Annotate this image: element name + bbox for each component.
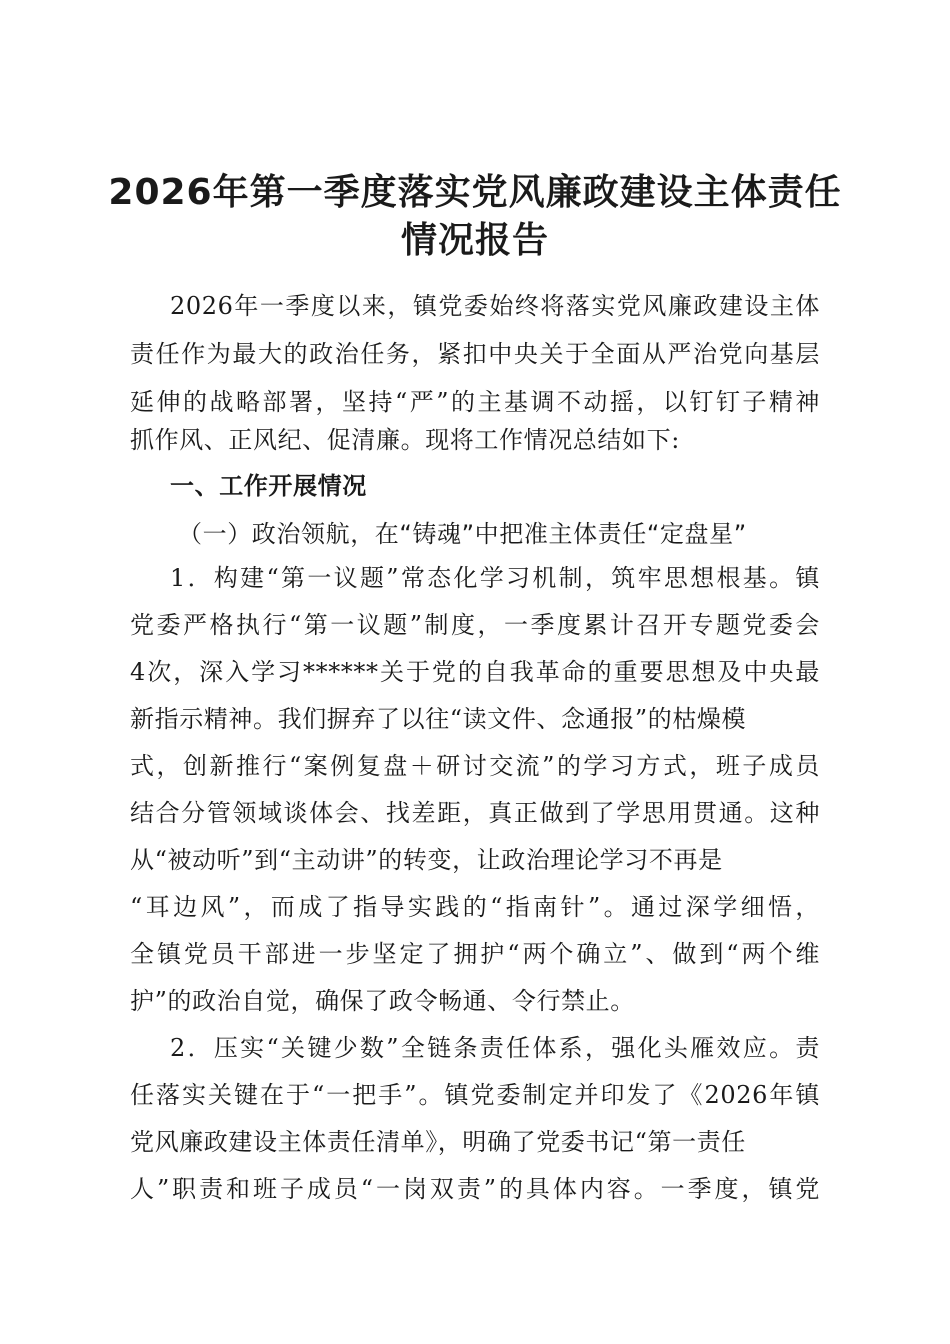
intro-paragraph-line: 责任作为最大的政治任务，紧扣中央关于全面从严治党向基层 (130, 340, 820, 368)
intro-paragraph-line: 抓作风、正风纪、促清廉。现将工作情况总结如下: (130, 426, 680, 454)
body-paragraph-line: 党委严格执行“第一议题”制度，一季度累计召开专题党委会 (130, 611, 820, 639)
body-paragraph-line: 2．压实“关键少数”全链条责任体系，强化头雁效应。责 (170, 1034, 820, 1062)
body-paragraph-line: 式，创新推行“案例复盘＋研讨交流”的学习方式，班子成员 (130, 752, 820, 780)
subsection-heading: （一）政治领航，在“铸魂”中把准主体责任“定盘星” (178, 520, 747, 548)
body-paragraph-line: 党风廉政建设主体责任清单》，明确了党委书记“第一责任 (130, 1128, 746, 1156)
body-paragraph-line: 护”的政治自觉，确保了政令畅通、令行禁止。 (130, 987, 635, 1015)
body-paragraph-line: 新指示精神。我们摒弃了以往“读文件、念通报”的枯燥模 (130, 705, 747, 733)
body-paragraph-line: 全镇党员干部进一步坚定了拥护“两个确立”、做到“两个维 (130, 940, 820, 968)
body-paragraph-line: 任落实关键在于“一把手”。镇党委制定并印发了《2026年镇 (130, 1081, 820, 1109)
body-paragraph-line: 1．构建“第一议题”常态化学习机制，筑牢思想根基。镇 (170, 564, 820, 592)
body-paragraph-line: “耳边风”，而成了指导实践的“指南针”。通过深学细悟， (130, 893, 820, 921)
section-heading: 一、工作开展情况 (170, 472, 367, 500)
intro-paragraph-line: 延伸的战略部署，坚持“严”的主基调不动摇，以钉钉子精神 (130, 388, 820, 416)
body-paragraph-line: 从“被动听”到“主动讲”的转变，让政治理论学习不再是 (130, 846, 723, 874)
report-title-line-2: 情况报告 (400, 220, 549, 261)
report-title-line-1: 2026年第一季度落实党风廉政建设主体责任 (108, 172, 842, 213)
body-paragraph-line: 4次，深入学习******关于党的自我革命的重要思想及中央最 (130, 658, 820, 686)
body-paragraph-line: 人”职责和班子成员“一岗双责”的具体内容。一季度，镇党 (130, 1175, 820, 1203)
body-paragraph-line: 结合分管领域谈体会、找差距，真正做到了学思用贯通。这种 (130, 799, 820, 827)
intro-paragraph-line: 2026年一季度以来，镇党委始终将落实党风廉政建设主体 (170, 292, 820, 320)
